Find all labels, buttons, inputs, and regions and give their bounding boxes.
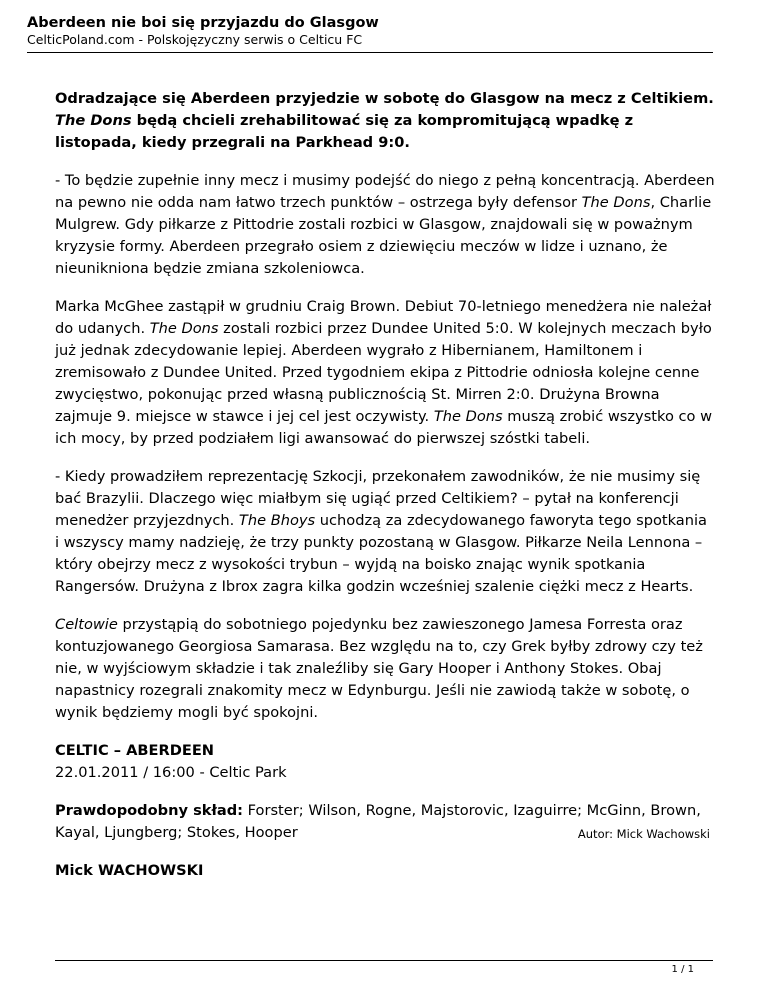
document-title: Aberdeen nie boi się przyjazdu do Glasgow xyxy=(27,15,379,31)
p2-italic: The Dons xyxy=(149,320,219,337)
p3-text: - Kiedy prowadziłem reprezentację Szkocji, przekonałem zawodników, że nie musimy się bać Brazylii. Dlaczego więc miałbym się ugiąć przed Celtikiem? – pytał na konferencji menedżer przyjezdnych. xyxy=(55,468,701,529)
lineup-label: Prawdopodobny skład: xyxy=(55,802,244,819)
lineup-players: Forster; Wilson, Rogne, Majstorovic, Izaguirre; McGinn, Brown, Kayal, Ljungberg; Stokes, Hooper xyxy=(55,802,701,841)
p2-text-mid: zostali rozbici przez Dundee United 5:0. W kolejnych meczach było już jednak zdecydowanie lepiej. Aberdeen wygrało z Hibernianem, Hamiltonem i zremisowało z Dundee United. Przed tygodniem ekipa z Pittodrie odniosła kolejne cenne zwycięstwo, pokonując przed własną publicznością St. Mirren 2:0. Drużyna Browna zajmuje 9. miejsce w stawce i jej cel jest oczywisty. xyxy=(55,320,712,425)
match-title: CELTIC – ABERDEEN xyxy=(55,742,215,759)
lead-text: Odradzające się Aberdeen przyjedzie w sobotę do Glasgow na mecz z Celtikiem. xyxy=(55,90,714,107)
match-info xyxy=(55,740,715,784)
p2-text-end: muszą zrobić wszystko co w ich mocy, by przed podziałem ligi awansować do pierwszej szóstki tabeli. xyxy=(55,408,713,447)
lead-italic: The Dons xyxy=(55,112,132,129)
p4-italic: Celtowie xyxy=(55,616,118,633)
match-details: 22.01.2011 / 16:00 - Celtic Park xyxy=(55,764,287,781)
paragraph-3 xyxy=(55,466,715,598)
paragraph-1 xyxy=(55,170,715,280)
header-divider xyxy=(27,52,713,53)
p2-italic-2: The Dons xyxy=(433,408,503,425)
p1-text-end: , Charlie Mulgrew. Gdy piłkarze z Pittodrie zostali rozbici w Glasgow, znajdowali się w poważnym kryzysie formy. Aberdeen przegrało osiem z dziewięciu meczów w lidze i uznano, że nieunikniona będzie zmiana szkoleniowca. xyxy=(55,194,712,277)
p1-italic: The Dons xyxy=(581,194,651,211)
page-number: 1 / 1 xyxy=(671,964,694,975)
document-header xyxy=(27,14,713,48)
paragraph-4 xyxy=(55,614,715,724)
signature-name: Mick WACHOWSKI xyxy=(55,862,204,879)
p2-text: Marka McGhee zastąpił w grudniu Craig Brown. Debiut 70-letniego menedżera nie należał do udanych. xyxy=(55,298,712,337)
author-credit: Autor: Mick Wachowski xyxy=(577,827,710,841)
article-lead xyxy=(55,88,715,154)
footer-divider xyxy=(55,960,713,961)
signature xyxy=(55,860,715,882)
p3-italic: The Bhoys xyxy=(238,512,316,529)
p4-text: przystąpią do sobotniego pojedynku bez zawieszonego Jamesa Forresta oraz kontuzjowanego Georgiosa Samarasa. Bez względu na to, czy Grek byłby zdrowy czy też nie, w wyjściowym składzie i tak znaleźliby się Gary Hooper i Anthony Stokes. Obaj napastnicy rozegrali znakomity mecz w Edynburgu. Jeśli nie zawiodą także w sobotę, o wynik będziemy mogli być spokojni. xyxy=(55,616,703,721)
paragraph-2 xyxy=(55,296,715,450)
p1-text: - To będzie zupełnie inny mecz i musimy podejść do niego z pełną koncentracją. Aberdeen na pewno nie odda nam łatwo trzech punktów – ostrzega były defensor xyxy=(55,172,715,211)
lead-text-end: będą chcieli zrehabilitować się za kompromitującą wpadkę z listopada, kiedy przegrali na Parkhead 9:0. xyxy=(55,112,634,151)
article-body xyxy=(55,88,715,898)
p3-text-end: uchodzą za zdecydowanego faworyta tego spotkania i wszyscy mamy nadzieję, że trzy punkty pozostaną w Glasgow. Piłkarze Neila Lennona – który obejrzy mecz z wysokości trybun – wyjdą na boisko znając wynik spotkania Rangersów. Drużyna z Ibrox zagra kilka godzin wcześniej szalenie ciężki mecz z Hearts. xyxy=(55,512,707,595)
site-subtitle: CelticPoland.com - Polskojęzyczny serwis o Celticu FC xyxy=(27,32,363,47)
